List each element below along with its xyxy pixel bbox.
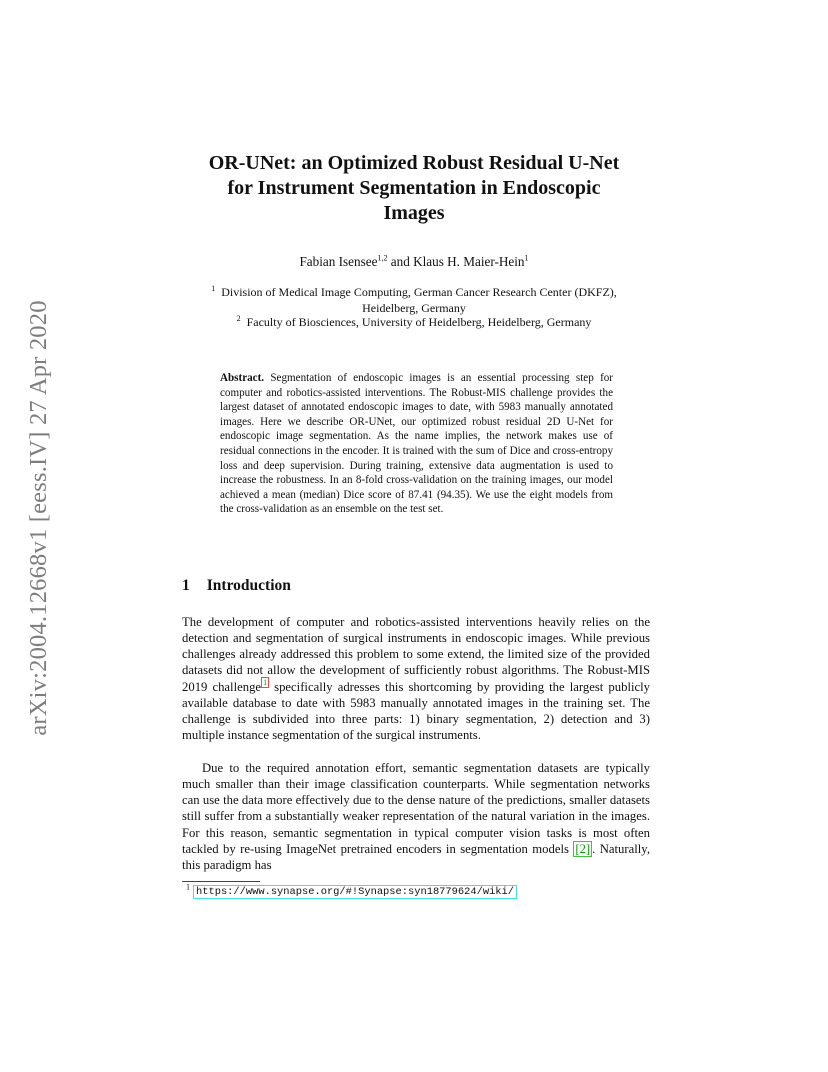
paragraph-text: specifically adresses this shortcoming by providing the largest publicly available database to date with 5983 manually annotated images in the training set. The challenge is subdivided into three parts: 1) binary segmentation, 2) detection and 3) multiple instance segmentation of the surgical instruments. <box>182 679 650 743</box>
citation-link[interactable]: [2] <box>575 841 591 856</box>
title-line: OR-UNet: an Optimized Robust Residual U-Net <box>208 152 620 174</box>
footnote-mark: 1 <box>186 882 190 892</box>
affiliation-text: Heidelberg, Germany <box>362 301 466 315</box>
body-paragraph <box>182 614 650 743</box>
section-number: 1 <box>182 577 190 594</box>
author-name: Fabian Isensee <box>299 254 378 269</box>
footnote <box>186 882 517 899</box>
footnote-url-link[interactable]: https://www.synapse.org/#!Synapse:syn18779624/wiki/ <box>193 885 517 899</box>
abstract-text: Segmentation of endoscopic images is an essential processing step for computer and robotics-assisted interventions. The Robust-MIS challenge provides the largest dataset of annotated endoscopic images to date, with 5983 manually annotated images. Here we describe OR-UNet, our optimized robust residual 2D U-Net for endoscopic image segmentation. As the name implies, the network makes use of residual connections in the encoder. It is trained with the sum of Dice and cross-entropy loss and deep supervision. During training, extensive data augmentation is used to increase the robustness. In an 8-fold cross-validation on the training images, our model achieved a mean (median) Dice score of 87.41 (94.35). We use the eight models from the cross-validation as an ensemble on the test set. <box>220 372 614 516</box>
title-line: Images <box>383 202 445 224</box>
section-heading <box>182 577 291 595</box>
author-affiliation-mark: 1 <box>524 253 529 263</box>
footnote-divider <box>182 881 260 882</box>
affiliation <box>150 284 678 316</box>
arxiv-identifier-stamp <box>16 282 62 754</box>
paper-title <box>150 151 678 226</box>
arxiv-identifier-text: arXiv:2004.12668v1 [eess.IV] 27 Apr 2020 <box>25 300 52 736</box>
title-line: for Instrument Segmentation in Endoscopic <box>227 177 601 199</box>
affiliation-text: Faculty of Biosciences, University of Heidelberg, Heidelberg, Germany <box>246 315 592 329</box>
paragraph-text: The development of computer and robotics-assisted interventions heavily relies on the detection and segmentation of surgical instruments in endoscopic images. While previous challenges already addressed this problem to some extend, the limited size of the provided datasets did not allow the development of sufficiently robust algorithms. The Robust-MIS 2019 challenge <box>182 615 650 694</box>
body-paragraph <box>182 760 650 873</box>
author-list <box>150 253 678 271</box>
paragraph-text: Due to the required annotation effort, semantic segmentation datasets are typically much smaller than their image classification counterparts. While segmentation networks can use the data more effectively due to the dense nature of the predictions, smaller datasets still suffer from a substantially weaker representation of the natural variation in the images. For this reason, semantic segmentation in typical computer vision tasks is most often tackled by re-using ImageNet pretrained encoders in segmentation models <box>182 761 650 856</box>
abstract <box>220 371 613 517</box>
section-title: Introduction <box>206 577 291 594</box>
affiliation-text: Division of Medical Image Computing, German Cancer Research Center (DKFZ), <box>221 285 617 299</box>
abstract-label: Abstract. <box>220 372 265 384</box>
author-affiliation-mark: 1,2 <box>377 253 388 263</box>
affiliation-mark: 2 <box>236 314 241 323</box>
author-conjunction: and <box>390 254 410 269</box>
paragraph-text: . Naturally, this paradigm has <box>182 841 650 872</box>
affiliation-mark: 1 <box>211 284 216 293</box>
author-name: Klaus H. Maier-Hein <box>413 254 525 269</box>
affiliation <box>150 314 678 330</box>
footnote-reference-link[interactable]: 1 <box>263 678 268 688</box>
